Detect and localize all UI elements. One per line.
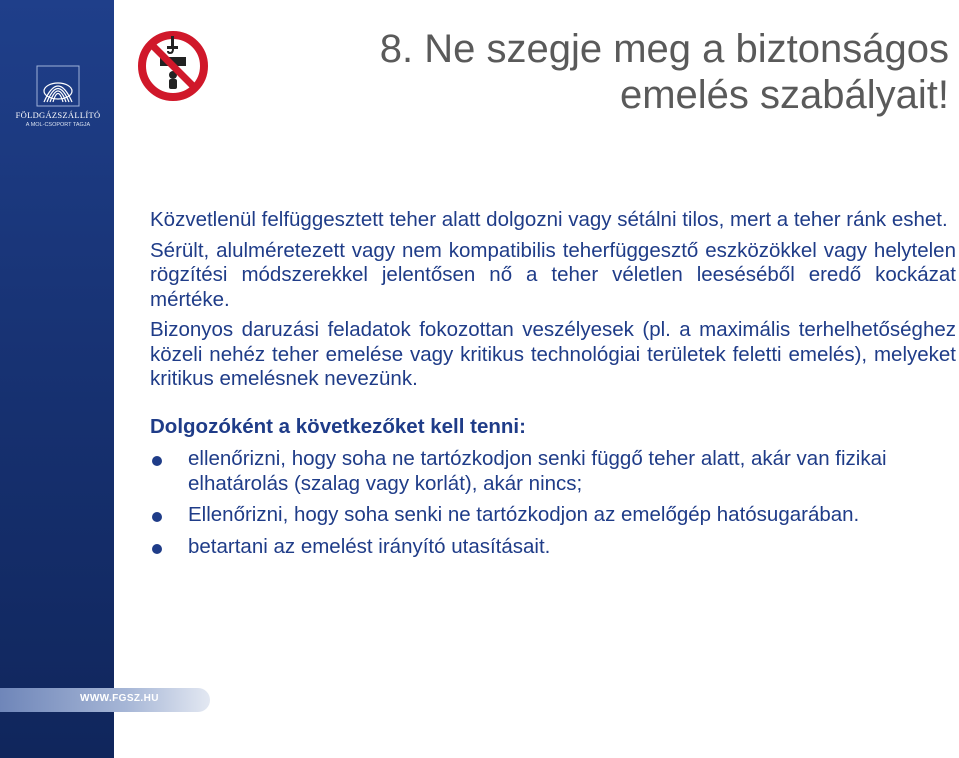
paragraph: Közvetlenül felfüggesztett teher alatt dolgozni vagy sétálni tilos, mert a teher ránk eshet.	[150, 208, 948, 231]
list-item-text: Ellenőrizni, hogy soha senki ne tartózkodjon az emelőgép hatósugarában.	[188, 503, 860, 526]
list-item-text: ellenőrizni, hogy soha ne tartózkodjon senki függő teher alatt, akár van fizikai elhatárolás (szalag vagy korlát), akár nincs;	[188, 447, 887, 495]
paragraph: Sérült, alulméretezett vagy nem kompatibilis teherfüggesztő eszközökkel vagy helytelen rögzítési módszerekkel jelentősen nő a teher véletlen leeséséből eredő kockázat mértéke.	[150, 238, 956, 311]
slide-body	[150, 208, 956, 566]
slide-title: 8. Ne szegje meg a biztonságos emelés szabályait!	[379, 27, 949, 117]
list-item	[150, 503, 956, 528]
footer-url[interactable]: WWW.FGSZ.HU	[80, 693, 159, 704]
sidebar-band	[0, 0, 114, 758]
list-item	[150, 535, 956, 560]
bullet-icon	[152, 512, 162, 522]
company-logo	[8, 64, 108, 128]
logo-name: FÖLDGÁZSZÁLLÍTÓ	[15, 110, 101, 120]
bullet-icon	[152, 544, 162, 554]
bullet-icon	[152, 456, 162, 466]
duties-heading: Dolgozóként a következőket kell tenni:	[150, 414, 526, 438]
duties-list	[150, 447, 956, 559]
no-standing-under-load-icon	[138, 26, 208, 102]
list-item-text: betartani az emelést irányító utasításait.	[188, 534, 551, 558]
globe-logo-icon	[34, 64, 82, 108]
list-item	[150, 447, 956, 496]
paragraph: Bizonyos daruzási feladatok fokozottan veszélyesek (pl. a maximális terhelhetőséghez közeli nehéz teher emelése vagy kritikus technológiai területek feletti emelés), melyeket kritikus emelésnek nevezünk.	[150, 318, 956, 390]
logo-subtitle: A MOL-CSOPORT TAGJA	[25, 122, 91, 128]
